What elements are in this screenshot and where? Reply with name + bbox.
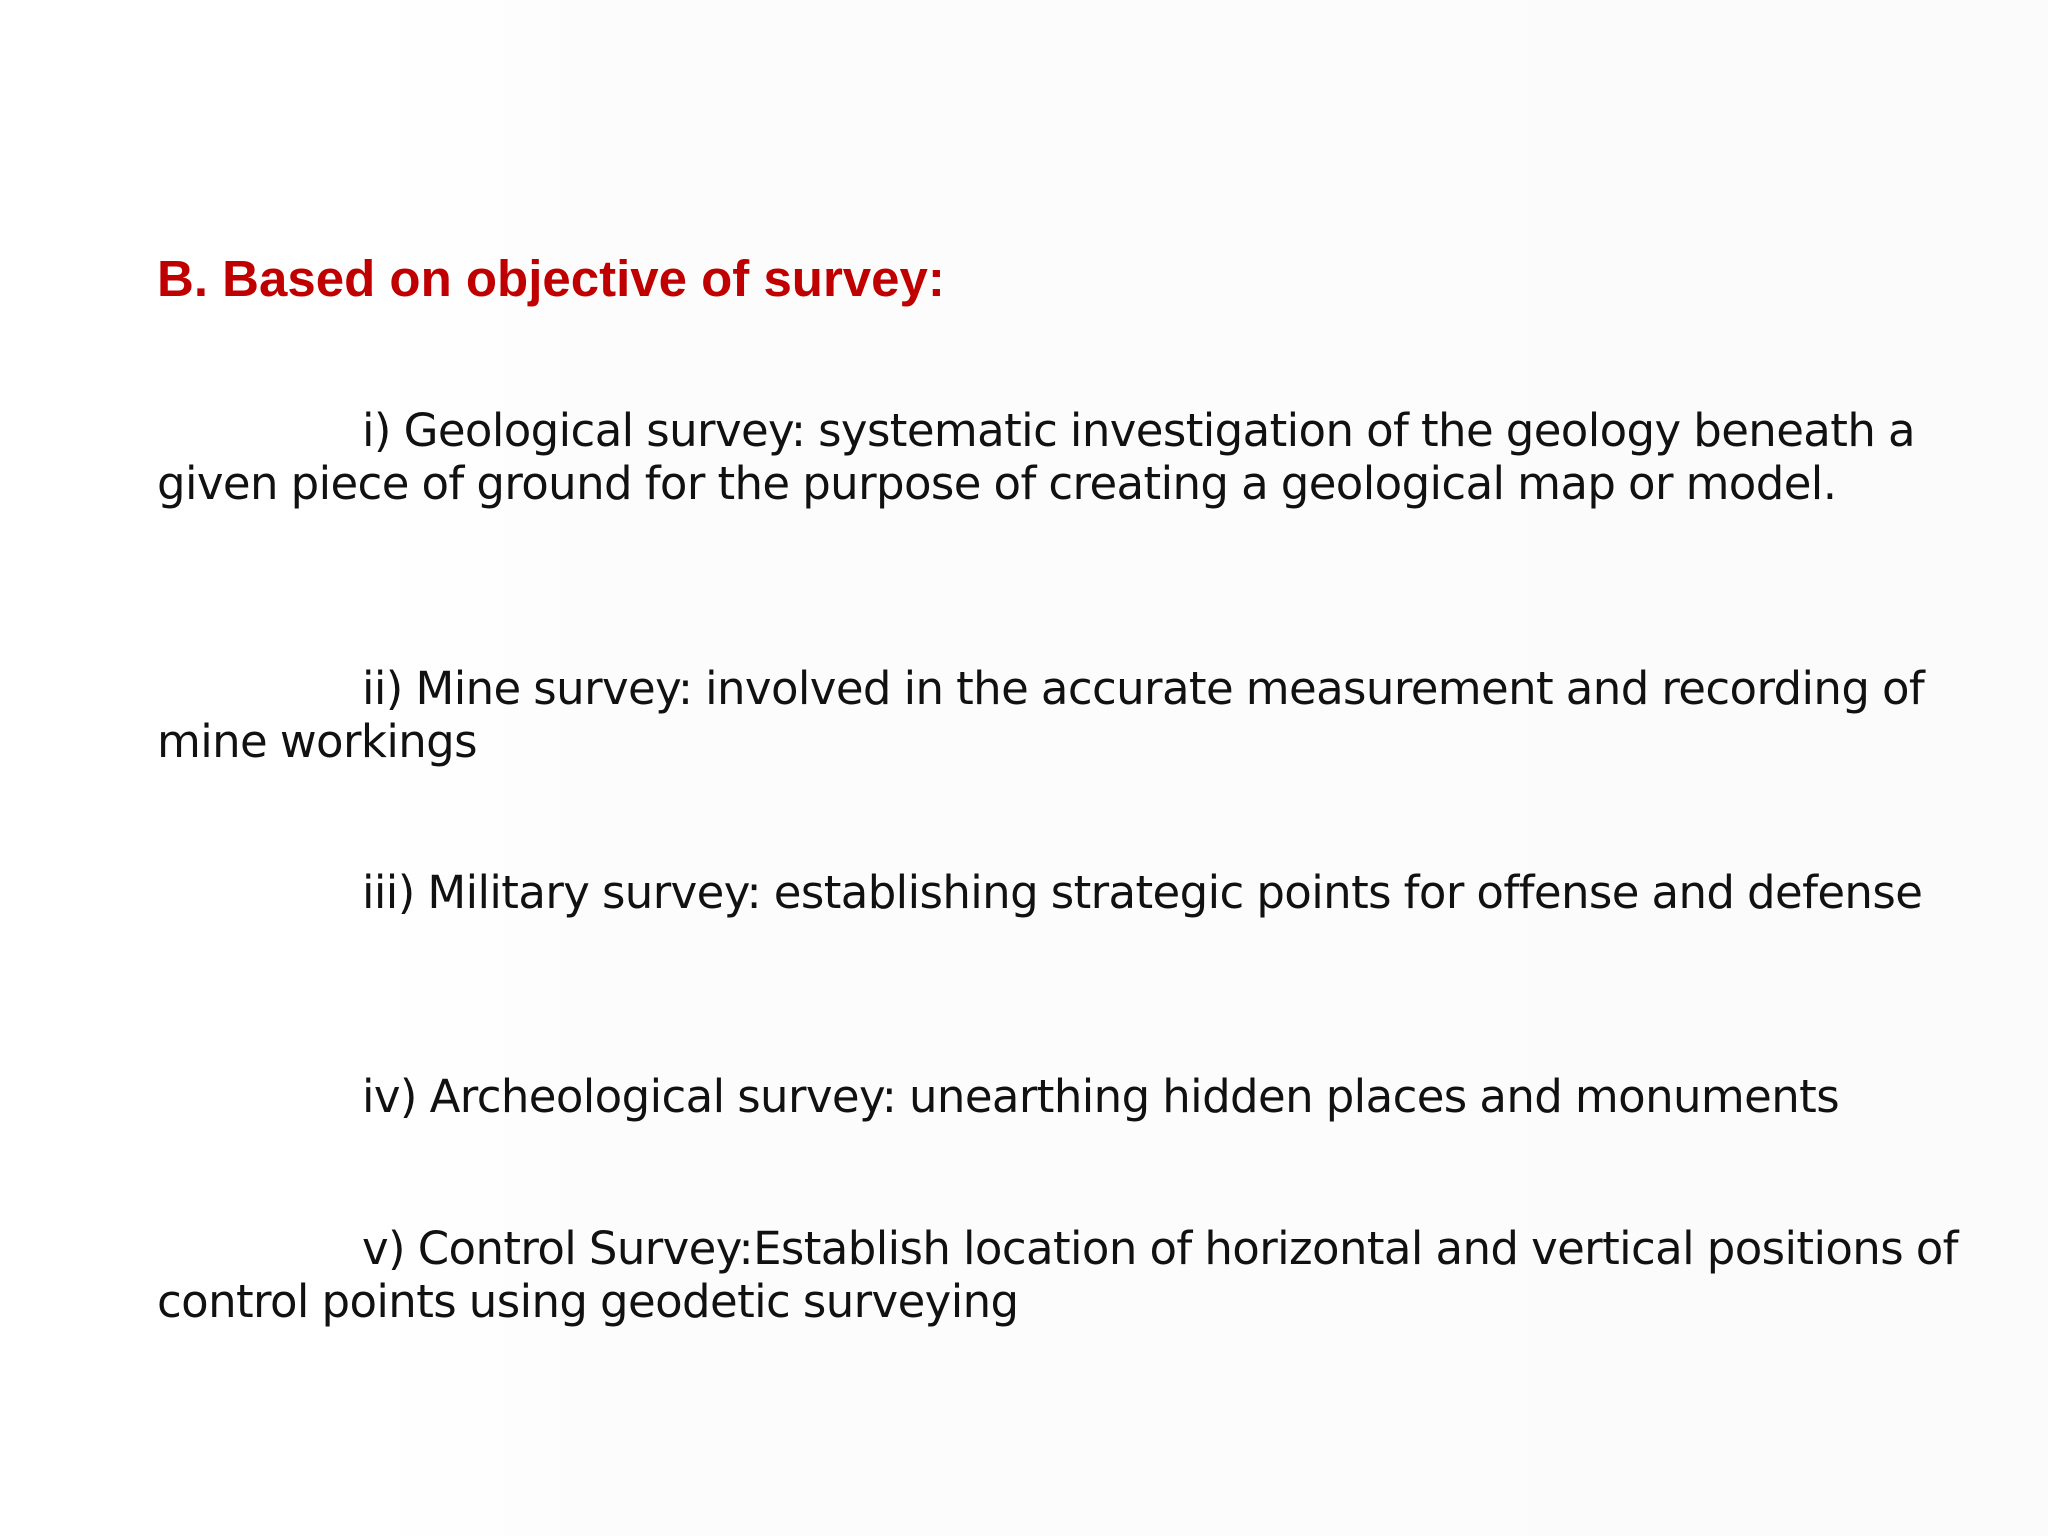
slide-heading: B. Based on objective of survey:: [157, 250, 945, 307]
survey-item-military: iii) Military survey: establishing strategic points for offense and defense: [362, 866, 1923, 919]
survey-item-archeological: iv) Archeological survey: unearthing hidden places and monuments: [362, 1070, 1840, 1123]
survey-item-control: v) Control Survey:Establish location of horizontal and vertical positions of control points using geodetic surveying: [157, 1222, 1958, 1328]
survey-item-mine: ii) Mine survey: involved in the accurate measurement and recording of mine workings: [157, 662, 1925, 768]
survey-item-geological: i) Geological survey: systematic investigation of the geology beneath a given piece of ground for the purpose of creating a geological map or model.: [157, 404, 1915, 510]
